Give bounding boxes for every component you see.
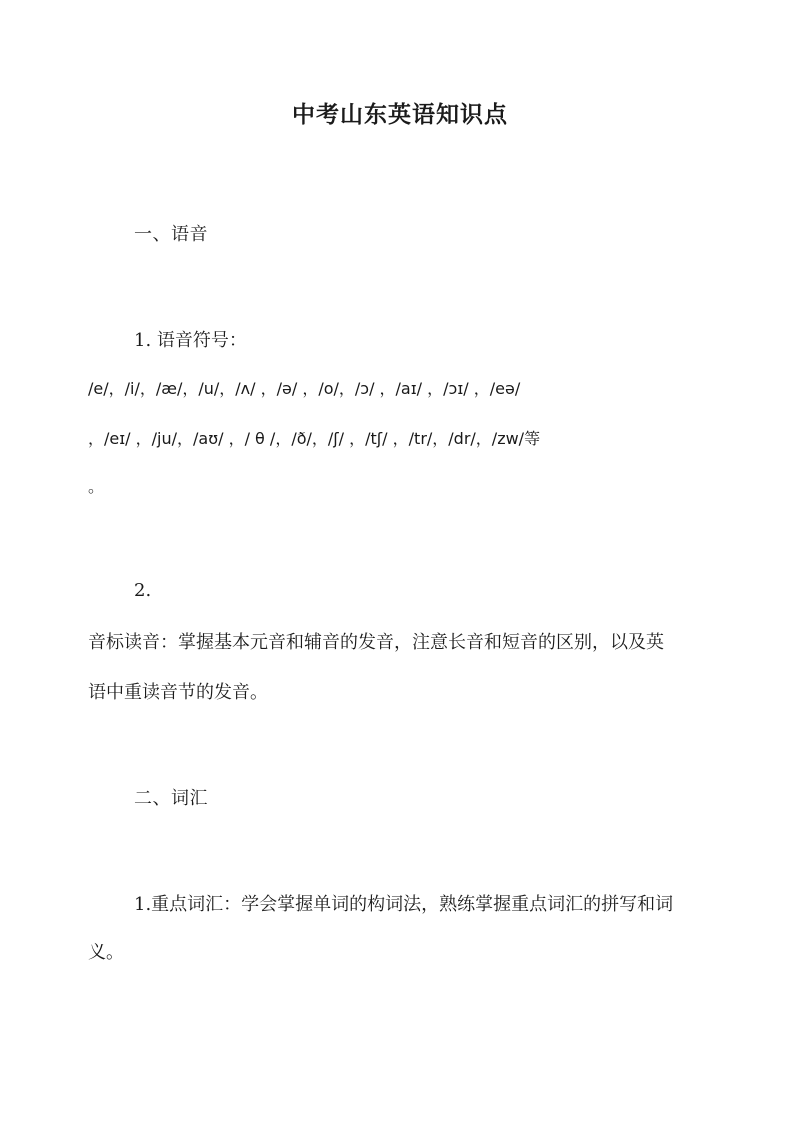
- ipa-symbols-line-3: 。: [88, 477, 105, 496]
- item-key-vocabulary-line-1: 1.重点词汇：学会掌握单词的构词法，熟练掌握重点词汇的拼写和词: [134, 894, 674, 915]
- ipa-symbols-line-2: ，/eɪ/ ，/ju/，/aʊ/ ，/ θ /，/ð/，/ʃ/ ，/tʃ/ ，/tr/，/dr/，/zw/等: [88, 429, 541, 448]
- section-heading-vocabulary: 二、词汇: [134, 788, 208, 809]
- item-2-text-line-2: 语中重读音节的发音。: [88, 682, 268, 703]
- item-2-text-line-1: 音标读音：掌握基本元音和辅音的发音，注意长音和短音的区别，以及英: [88, 632, 664, 653]
- ipa-symbols-line-1: /e/，/i/，/æ/，/u/，/ʌ/ ，/ə/ ，/o/，/ɔ/ ，/aɪ/ ，/ɔɪ/ ，/eə/: [88, 379, 521, 398]
- document-title: 中考山东英语知识点: [292, 101, 508, 128]
- section-heading-phonetics: 一、语音: [134, 224, 208, 245]
- item-2-number: 2.: [134, 580, 152, 601]
- item-key-vocabulary-line-2: 义。: [88, 942, 124, 963]
- item-phonetic-symbols-label: 1. 语音符号：: [134, 330, 247, 351]
